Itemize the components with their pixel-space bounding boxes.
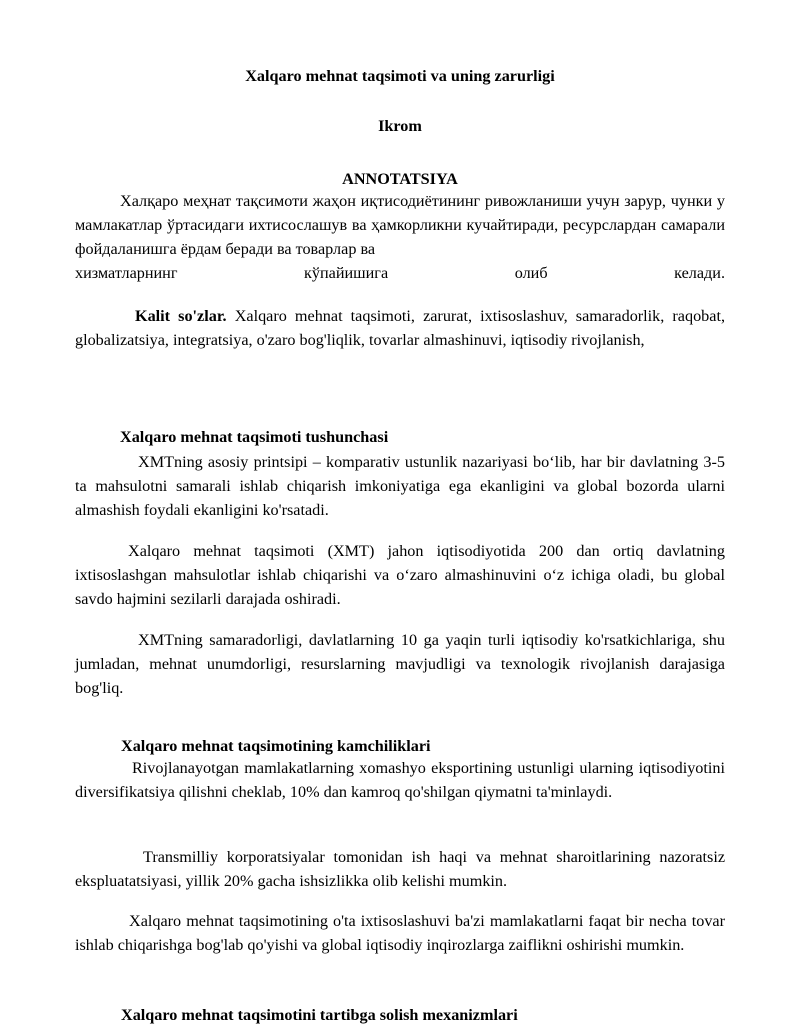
paragraph: Rivojlanayotgan mamlakatlarning xomashyo eksportining ustunligi ularning iqtisodiyotini diversifikatsiya qilishni cheklab, 10% dan kamroq qo'shilgan qiymatni ta'minlaydi. bbox=[75, 759, 725, 801]
keywords-text: Xalqaro mehnat taqsimoti, zarurat, ixtisoslashuv, samaradorlik, raqobat, globalizatsiya, integratsiya, o'zaro bog'liqlik, tovarlar almashinuvi, iqtisodiy rivojlanish, bbox=[75, 307, 726, 349]
annotation-text: Халқаро меҳнат тақсимоти жаҳон иқтисодиётининг ривожланиши учун зарур, чунки у мамлакатлар ўртасидаги ихтисослашув ва ҳамкорликни кучайтиради, ресурслардан самарали фойдаланишга ёрдам беради ва товарлар ва bbox=[75, 192, 725, 258]
paragraph: Xalqaro mehnat taqsimoti (XMT) jahon iqtisodiyotida 200 dan ortiq davlatning ixtisoslashgan mahsulotlar ishlab chiqarishi va o‘zaro almashinuvini o‘z ichiga oladi, bu global savdo hajmini sezilarli darajada oshiradi. bbox=[75, 542, 725, 608]
section-heading: Xalqaro mehnat taqsimotining kamchiliklari bbox=[121, 737, 431, 755]
paragraph: Xalqaro mehnat taqsimotining o'ta ixtisoslashuvi ba'zi mamlakatlarni faqat bir necha tovar ishlab chiqarishga bog'lab qo'yishi va global iqtisodiy inqirozlarga zaiflikni oshirishi mumkin. bbox=[75, 912, 725, 954]
document-title: Xalqaro mehnat taqsimoti va uning zarurligi bbox=[245, 67, 555, 85]
section-heading: Xalqaro mehnat taqsimoti tushunchasi bbox=[120, 428, 389, 446]
annotation-text-last-line: хизматларнинг кўпайишига олиб келади. bbox=[75, 264, 725, 282]
document-author: Ikrom bbox=[378, 117, 422, 135]
keywords-paragraph bbox=[75, 304, 725, 352]
section-heading: Xalqaro mehnat taqsimotini tartibga solish mexanizmlari bbox=[121, 1006, 518, 1024]
paragraph: Transmilliy korporatsiyalar tomonidan ish haqi va mehnat sharoitlarining nazoratsiz ekspluatatsiyasi, yillik 20% gacha ishsizlikka olib kelishi mumkin. bbox=[75, 848, 725, 890]
annotation-heading: ANNOTATSIYA bbox=[342, 170, 458, 188]
paragraph: XMTning asosiy printsipi – komparativ ustunlik nazariyasi bo‘lib, har bir davlatning 3-5 ta mahsulotni samarali ishlab chiqarish imkoniyatiga ega ekanligini va global bozorda ularni almashish foydali ekanligini ko'rsatadi. bbox=[75, 453, 725, 519]
paragraph: XMTning samaradorligi, davlatlarning 10 ga yaqin turli iqtisodiy ko'rsatkichlariga, shu jumladan, mehnat unumdorligi, resurslarning mavjudligi va texnologik rivojlanish darajasiga bog'liq. bbox=[75, 631, 725, 697]
keywords-label: Kalit so'zlar. bbox=[135, 307, 227, 325]
